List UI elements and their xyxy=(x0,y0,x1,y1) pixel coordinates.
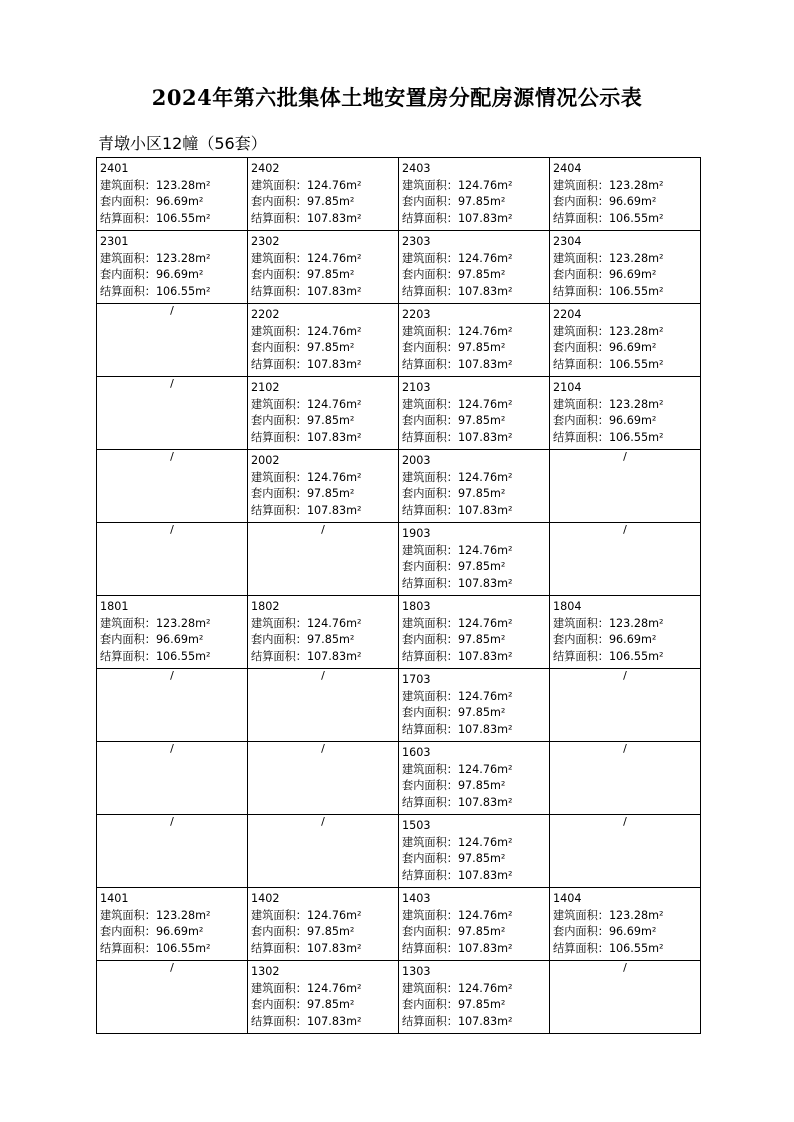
unit-number: 2002 xyxy=(251,454,280,467)
inner-area: 套内面积：97.85m² xyxy=(402,414,506,428)
empty-mark: / xyxy=(623,815,627,828)
settle-area: 结算面积：106.55m² xyxy=(553,430,664,444)
empty-cell xyxy=(248,669,399,742)
empty-cell xyxy=(248,815,399,888)
settle-area: 结算面积：107.83m² xyxy=(402,576,513,590)
settle-area: 结算面积：107.83m² xyxy=(402,284,513,298)
settle-area: 结算面积：107.83m² xyxy=(251,211,362,225)
unit-number: 2103 xyxy=(402,381,431,394)
unit-cell xyxy=(399,596,550,669)
inner-area: 套内面积：96.69m² xyxy=(553,925,657,939)
unit-number: 1801 xyxy=(100,600,129,613)
building-area: 建筑面积：124.76m² xyxy=(402,908,513,922)
building-area: 建筑面积：123.28m² xyxy=(100,178,211,192)
empty-cell xyxy=(550,669,701,742)
unit-cell xyxy=(248,596,399,669)
inner-area: 套内面积：96.69m² xyxy=(100,195,204,209)
section-subtitle: 青墩小区12幢（56套） xyxy=(98,134,267,153)
settle-area: 结算面积：107.83m² xyxy=(402,941,513,955)
empty-mark: / xyxy=(321,523,325,536)
housing-table-body xyxy=(97,158,701,1034)
settle-area: 结算面积：107.83m² xyxy=(402,722,513,736)
table-row xyxy=(97,888,701,961)
building-area: 建筑面积：124.76m² xyxy=(402,616,513,630)
inner-area: 套内面积：97.85m² xyxy=(251,487,355,501)
building-area: 建筑面积：124.76m² xyxy=(402,178,513,192)
unit-cell xyxy=(550,304,701,377)
unit-cell xyxy=(399,888,550,961)
building-area: 建筑面积：124.76m² xyxy=(251,908,362,922)
building-area: 建筑面积：124.76m² xyxy=(251,178,362,192)
unit-number: 2202 xyxy=(251,308,280,321)
empty-mark: / xyxy=(170,377,174,390)
table-row xyxy=(97,523,701,596)
unit-number: 1403 xyxy=(402,892,431,905)
empty-mark: / xyxy=(170,742,174,755)
inner-area: 套内面积：97.85m² xyxy=(402,341,506,355)
table-row xyxy=(97,158,701,231)
unit-number: 1803 xyxy=(402,600,431,613)
unit-cell xyxy=(550,231,701,304)
inner-area: 套内面积：97.85m² xyxy=(251,341,355,355)
inner-area: 套内面积：96.69m² xyxy=(100,925,204,939)
unit-cell xyxy=(550,377,701,450)
empty-mark: / xyxy=(170,304,174,317)
inner-area: 套内面积：96.69m² xyxy=(100,268,204,282)
settle-area: 结算面积：107.83m² xyxy=(402,868,513,882)
unit-cell xyxy=(248,158,399,231)
building-area: 建筑面积：124.76m² xyxy=(402,762,513,776)
settle-area: 结算面积：107.83m² xyxy=(251,1014,362,1028)
settle-area: 结算面积：107.83m² xyxy=(402,430,513,444)
empty-cell xyxy=(97,523,248,596)
empty-cell xyxy=(550,961,701,1034)
building-area: 建筑面积：124.76m² xyxy=(402,470,513,484)
unit-cell xyxy=(399,450,550,523)
inner-area: 套内面积：97.85m² xyxy=(251,925,355,939)
table-row xyxy=(97,742,701,815)
inner-area: 套内面积：97.85m² xyxy=(402,195,506,209)
empty-cell xyxy=(97,742,248,815)
unit-number: 1503 xyxy=(402,819,431,832)
inner-area: 套内面积：97.85m² xyxy=(402,998,506,1012)
unit-cell xyxy=(399,742,550,815)
settle-area: 结算面积：106.55m² xyxy=(100,941,211,955)
building-area: 建筑面积：123.28m² xyxy=(553,616,664,630)
unit-number: 2302 xyxy=(251,235,280,248)
building-area: 建筑面积：124.76m² xyxy=(251,397,362,411)
inner-area: 套内面积：97.85m² xyxy=(402,633,506,647)
settle-area: 结算面积：107.83m² xyxy=(251,357,362,371)
building-area: 建筑面积：124.76m² xyxy=(402,397,513,411)
building-area: 建筑面积：124.76m² xyxy=(251,981,362,995)
unit-number: 2303 xyxy=(402,235,431,248)
inner-area: 套内面积：97.85m² xyxy=(251,998,355,1012)
unit-cell xyxy=(399,304,550,377)
empty-cell xyxy=(248,523,399,596)
unit-cell xyxy=(248,450,399,523)
unit-number: 1402 xyxy=(251,892,280,905)
unit-cell xyxy=(399,377,550,450)
unit-cell xyxy=(248,304,399,377)
unit-cell xyxy=(248,377,399,450)
table-row xyxy=(97,304,701,377)
inner-area: 套内面积：96.69m² xyxy=(553,268,657,282)
building-area: 建筑面积：124.76m² xyxy=(402,543,513,557)
unit-number: 2401 xyxy=(100,162,129,175)
building-area: 建筑面积：123.28m² xyxy=(553,397,664,411)
unit-cell xyxy=(248,231,399,304)
empty-cell xyxy=(248,742,399,815)
building-area: 建筑面积：123.28m² xyxy=(553,908,664,922)
settle-area: 结算面积：107.83m² xyxy=(402,357,513,371)
unit-number: 1302 xyxy=(251,965,280,978)
inner-area: 套内面积：97.85m² xyxy=(251,268,355,282)
unit-cell xyxy=(399,815,550,888)
empty-mark: / xyxy=(623,669,627,682)
empty-cell xyxy=(97,961,248,1034)
building-area: 建筑面积：123.28m² xyxy=(553,178,664,192)
empty-mark: / xyxy=(170,815,174,828)
settle-area: 结算面积：106.55m² xyxy=(553,284,664,298)
unit-cell xyxy=(399,523,550,596)
inner-area: 套内面积：97.85m² xyxy=(402,487,506,501)
inner-area: 套内面积：96.69m² xyxy=(553,341,657,355)
empty-cell xyxy=(550,815,701,888)
unit-cell xyxy=(97,158,248,231)
unit-number: 2003 xyxy=(402,454,431,467)
building-area: 建筑面积：124.76m² xyxy=(402,835,513,849)
unit-cell xyxy=(399,961,550,1034)
unit-number: 1903 xyxy=(402,527,431,540)
table-row xyxy=(97,596,701,669)
unit-number: 1404 xyxy=(553,892,582,905)
unit-cell xyxy=(550,596,701,669)
building-area: 建筑面积：124.76m² xyxy=(402,981,513,995)
empty-cell xyxy=(97,450,248,523)
settle-area: 结算面积：107.83m² xyxy=(251,503,362,517)
unit-number: 2301 xyxy=(100,235,129,248)
inner-area: 套内面积：96.69m² xyxy=(553,633,657,647)
inner-area: 套内面积：97.85m² xyxy=(402,268,506,282)
unit-cell xyxy=(97,596,248,669)
building-area: 建筑面积：123.28m² xyxy=(553,251,664,265)
unit-number: 1703 xyxy=(402,673,431,686)
unit-number: 2102 xyxy=(251,381,280,394)
table-row xyxy=(97,961,701,1034)
unit-number: 1802 xyxy=(251,600,280,613)
settle-area: 结算面积：106.55m² xyxy=(553,211,664,225)
empty-mark: / xyxy=(170,961,174,974)
inner-area: 套内面积：97.85m² xyxy=(402,779,506,793)
table-row xyxy=(97,377,701,450)
settle-area: 结算面积：107.83m² xyxy=(251,649,362,663)
inner-area: 套内面积：96.69m² xyxy=(553,195,657,209)
settle-area: 结算面积：107.83m² xyxy=(251,430,362,444)
table-row xyxy=(97,231,701,304)
empty-cell xyxy=(550,742,701,815)
unit-number: 2203 xyxy=(402,308,431,321)
unit-cell xyxy=(399,231,550,304)
empty-mark: / xyxy=(321,742,325,755)
settle-area: 结算面积：106.55m² xyxy=(553,941,664,955)
settle-area: 结算面积：106.55m² xyxy=(100,284,211,298)
empty-cell xyxy=(97,304,248,377)
inner-area: 套内面积：96.69m² xyxy=(100,633,204,647)
building-area: 建筑面积：124.76m² xyxy=(251,324,362,338)
unit-number: 1303 xyxy=(402,965,431,978)
building-area: 建筑面积：123.28m² xyxy=(100,251,211,265)
empty-mark: / xyxy=(321,669,325,682)
unit-cell xyxy=(97,231,248,304)
empty-cell xyxy=(97,669,248,742)
unit-cell xyxy=(550,888,701,961)
unit-number: 1401 xyxy=(100,892,129,905)
building-area: 建筑面积：123.28m² xyxy=(100,908,211,922)
settle-area: 结算面积：107.83m² xyxy=(402,503,513,517)
unit-cell xyxy=(550,158,701,231)
unit-number: 2104 xyxy=(553,381,582,394)
settle-area: 结算面积：107.83m² xyxy=(251,941,362,955)
unit-cell xyxy=(248,888,399,961)
building-area: 建筑面积：124.76m² xyxy=(402,324,513,338)
table-row xyxy=(97,450,701,523)
unit-cell xyxy=(399,158,550,231)
table-row xyxy=(97,815,701,888)
unit-number: 1804 xyxy=(553,600,582,613)
empty-mark: / xyxy=(623,961,627,974)
inner-area: 套内面积：97.85m² xyxy=(251,633,355,647)
building-area: 建筑面积：124.76m² xyxy=(251,616,362,630)
unit-number: 2204 xyxy=(553,308,582,321)
unit-number: 1603 xyxy=(402,746,431,759)
unit-number: 2404 xyxy=(553,162,582,175)
settle-area: 结算面积：107.83m² xyxy=(402,211,513,225)
settle-area: 结算面积：106.55m² xyxy=(100,211,211,225)
table-row xyxy=(97,669,701,742)
inner-area: 套内面积：97.85m² xyxy=(402,560,506,574)
inner-area: 套内面积：97.85m² xyxy=(251,195,355,209)
housing-table xyxy=(96,157,701,1034)
unit-number: 2403 xyxy=(402,162,431,175)
inner-area: 套内面积：97.85m² xyxy=(251,414,355,428)
empty-cell xyxy=(550,450,701,523)
building-area: 建筑面积：124.76m² xyxy=(251,470,362,484)
settle-area: 结算面积：107.83m² xyxy=(402,795,513,809)
empty-cell xyxy=(97,815,248,888)
settle-area: 结算面积：106.55m² xyxy=(553,357,664,371)
unit-number: 2304 xyxy=(553,235,582,248)
empty-cell xyxy=(97,377,248,450)
empty-cell xyxy=(550,523,701,596)
building-area: 建筑面积：124.76m² xyxy=(402,689,513,703)
empty-mark: / xyxy=(170,450,174,463)
building-area: 建筑面积：123.28m² xyxy=(100,616,211,630)
inner-area: 套内面积：97.85m² xyxy=(402,925,506,939)
page-title: 2024年第六批集体土地安置房分配房源情况公示表 xyxy=(151,85,643,110)
building-area: 建筑面积：124.76m² xyxy=(251,251,362,265)
settle-area: 结算面积：106.55m² xyxy=(100,649,211,663)
unit-cell xyxy=(97,888,248,961)
inner-area: 套内面积：97.85m² xyxy=(402,706,506,720)
empty-mark: / xyxy=(170,523,174,536)
unit-cell xyxy=(248,961,399,1034)
inner-area: 套内面积：96.69m² xyxy=(553,414,657,428)
unit-number: 2402 xyxy=(251,162,280,175)
empty-mark: / xyxy=(321,815,325,828)
settle-area: 结算面积：107.83m² xyxy=(402,649,513,663)
inner-area: 套内面积：97.85m² xyxy=(402,852,506,866)
building-area: 建筑面积：123.28m² xyxy=(553,324,664,338)
empty-mark: / xyxy=(170,669,174,682)
building-area: 建筑面积：124.76m² xyxy=(402,251,513,265)
unit-cell xyxy=(399,669,550,742)
settle-area: 结算面积：107.83m² xyxy=(402,1014,513,1028)
empty-mark: / xyxy=(623,742,627,755)
empty-mark: / xyxy=(623,450,627,463)
settle-area: 结算面积：106.55m² xyxy=(553,649,664,663)
empty-mark: / xyxy=(623,523,627,536)
settle-area: 结算面积：107.83m² xyxy=(251,284,362,298)
